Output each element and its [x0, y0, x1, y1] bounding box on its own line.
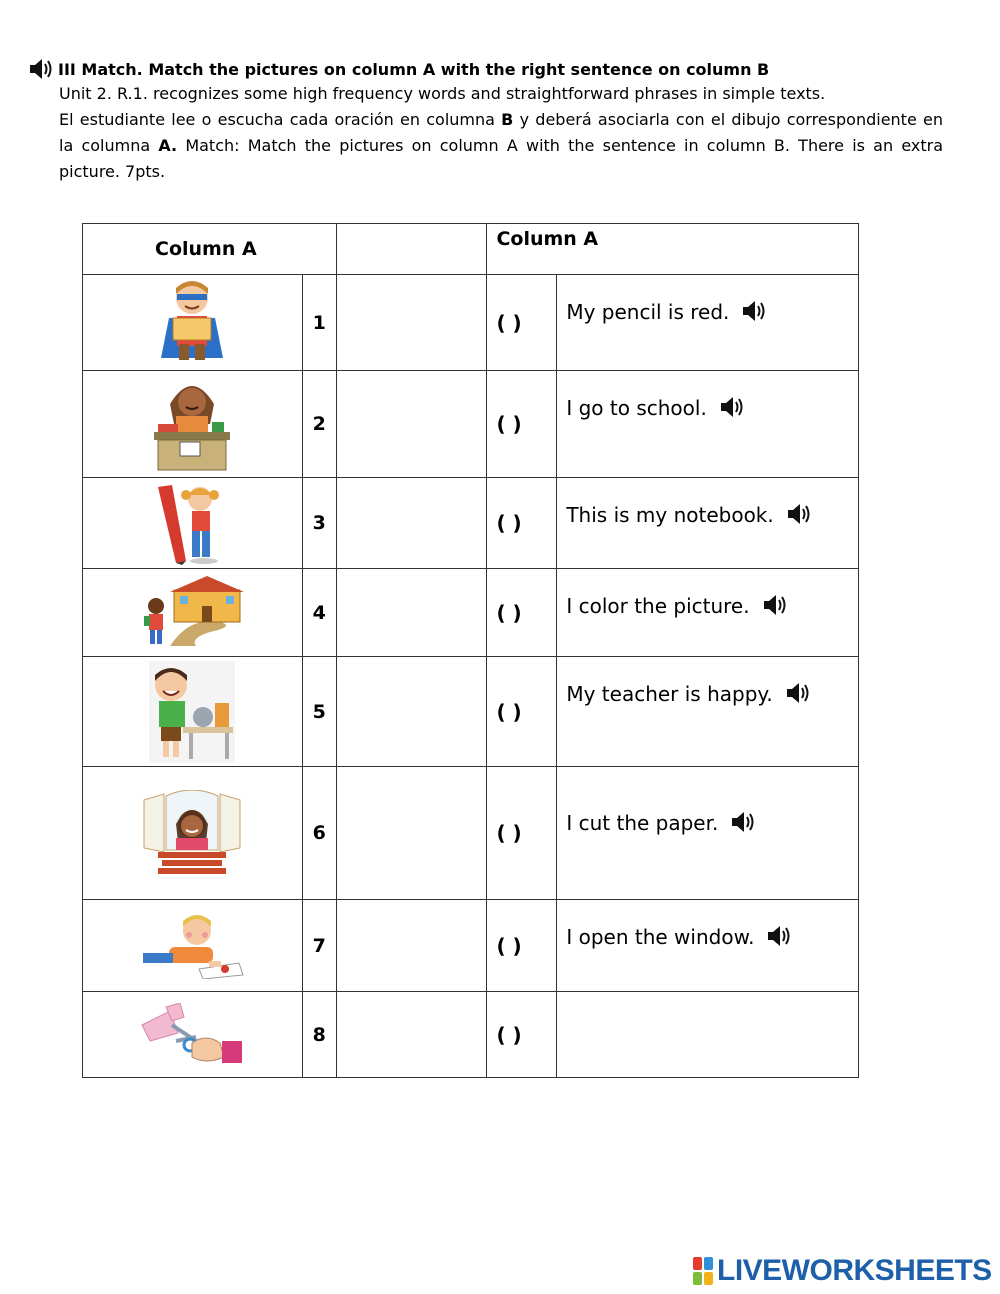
table-header-row: [83, 224, 859, 275]
instructions: El estudiante lee o escucha cada oración en columna B y deberá asociarla con el dibujo correspondiente en la columna A. Match: Match the pictures on column A with the sentence in column B. There is an extra picture. 7pts.: [59, 110, 944, 181]
sentence-cell: [557, 657, 859, 767]
logo-block: [704, 1257, 713, 1270]
column-a-header: Column A: [83, 224, 337, 275]
table-row: [83, 767, 859, 900]
paren-blank[interactable]: ( ): [487, 569, 557, 657]
sentence-text: I color the picture.: [566, 594, 750, 618]
answer-cell[interactable]: [336, 767, 487, 900]
table-row: [83, 569, 859, 657]
row-number: 1: [302, 275, 336, 371]
picture-boy-walking-to-school[interactable]: [83, 569, 303, 657]
sentence-cell: [557, 900, 859, 992]
row-number: 5: [302, 657, 336, 767]
row-number: 3: [302, 478, 336, 569]
sentence-cell: [557, 371, 859, 478]
speaker-icon[interactable]: [719, 396, 745, 418]
logo-block: [693, 1257, 702, 1270]
logo-icon: [693, 1257, 713, 1285]
exercise-header: [28, 58, 943, 185]
answer-cell[interactable]: [336, 371, 487, 478]
speaker-icon[interactable]: [785, 682, 811, 704]
picture-hand-with-scissors[interactable]: [83, 992, 303, 1078]
picture-superhero-boy[interactable]: [83, 275, 303, 371]
sentence-text: My pencil is red.: [566, 300, 730, 324]
table-row: [83, 992, 859, 1078]
paren-blank[interactable]: ( ): [487, 275, 557, 371]
liveworksheets-logo: [693, 1254, 992, 1288]
picture-girl-with-big-pencil[interactable]: [83, 478, 303, 569]
match-table: [82, 223, 859, 1078]
paren-blank[interactable]: ( ): [487, 900, 557, 992]
speaker-icon[interactable]: [766, 925, 792, 947]
speaker-icon[interactable]: [741, 300, 767, 322]
table-row: [83, 275, 859, 371]
speaker-icon[interactable]: [730, 811, 756, 833]
sentence-text: I open the window.: [566, 925, 755, 949]
paren-blank[interactable]: ( ): [487, 371, 557, 478]
answer-cell[interactable]: [336, 569, 487, 657]
table-row: [83, 371, 859, 478]
column-b-header: Column A: [487, 224, 859, 275]
answer-cell[interactable]: [336, 478, 487, 569]
row-number: 8: [302, 992, 336, 1078]
table-row: [83, 900, 859, 992]
table-row: [83, 478, 859, 569]
logo-block: [704, 1272, 713, 1285]
sentence-cell-empty: [557, 992, 859, 1078]
sentence-text: My teacher is happy.: [566, 682, 773, 706]
picture-girl-at-open-window[interactable]: [83, 767, 303, 900]
sentence-text: I go to school.: [566, 396, 707, 420]
row-number: 4: [302, 569, 336, 657]
sentence-text: I cut the paper.: [566, 811, 719, 835]
answer-cell[interactable]: [336, 992, 487, 1078]
sentence-cell: [557, 767, 859, 900]
speaker-icon[interactable]: [28, 58, 54, 80]
sentence-cell: [557, 275, 859, 371]
logo-text: LIVEWORKSHEETS: [717, 1254, 992, 1287]
speaker-icon[interactable]: [762, 594, 788, 616]
exercise-title: III Match. Match the pictures on column A with the right sentence on column B: [58, 59, 770, 79]
blank-header-cell: [336, 224, 487, 275]
table-row: [83, 657, 859, 767]
paren-blank[interactable]: ( ): [487, 992, 557, 1078]
speaker-icon[interactable]: [786, 503, 812, 525]
row-number: 6: [302, 767, 336, 900]
paren-blank[interactable]: ( ): [487, 767, 557, 900]
answer-cell[interactable]: [336, 900, 487, 992]
answer-cell[interactable]: [336, 657, 487, 767]
paren-blank[interactable]: ( ): [487, 478, 557, 569]
sentence-cell: [557, 478, 859, 569]
unit-objective: Unit 2. R.1. recognizes some high frequency words and straightforward phrases in simple texts.: [59, 84, 826, 103]
row-number: 7: [302, 900, 336, 992]
sentence-text: This is my notebook.: [566, 503, 774, 527]
picture-boy-coloring-on-floor[interactable]: [83, 900, 303, 992]
picture-teacher-at-desk[interactable]: [83, 371, 303, 478]
logo-block: [693, 1272, 702, 1285]
answer-cell[interactable]: [336, 275, 487, 371]
paren-blank[interactable]: ( ): [487, 657, 557, 767]
sentence-cell: [557, 569, 859, 657]
picture-boy-sharpening-pencil[interactable]: [83, 657, 303, 767]
row-number: 2: [302, 371, 336, 478]
